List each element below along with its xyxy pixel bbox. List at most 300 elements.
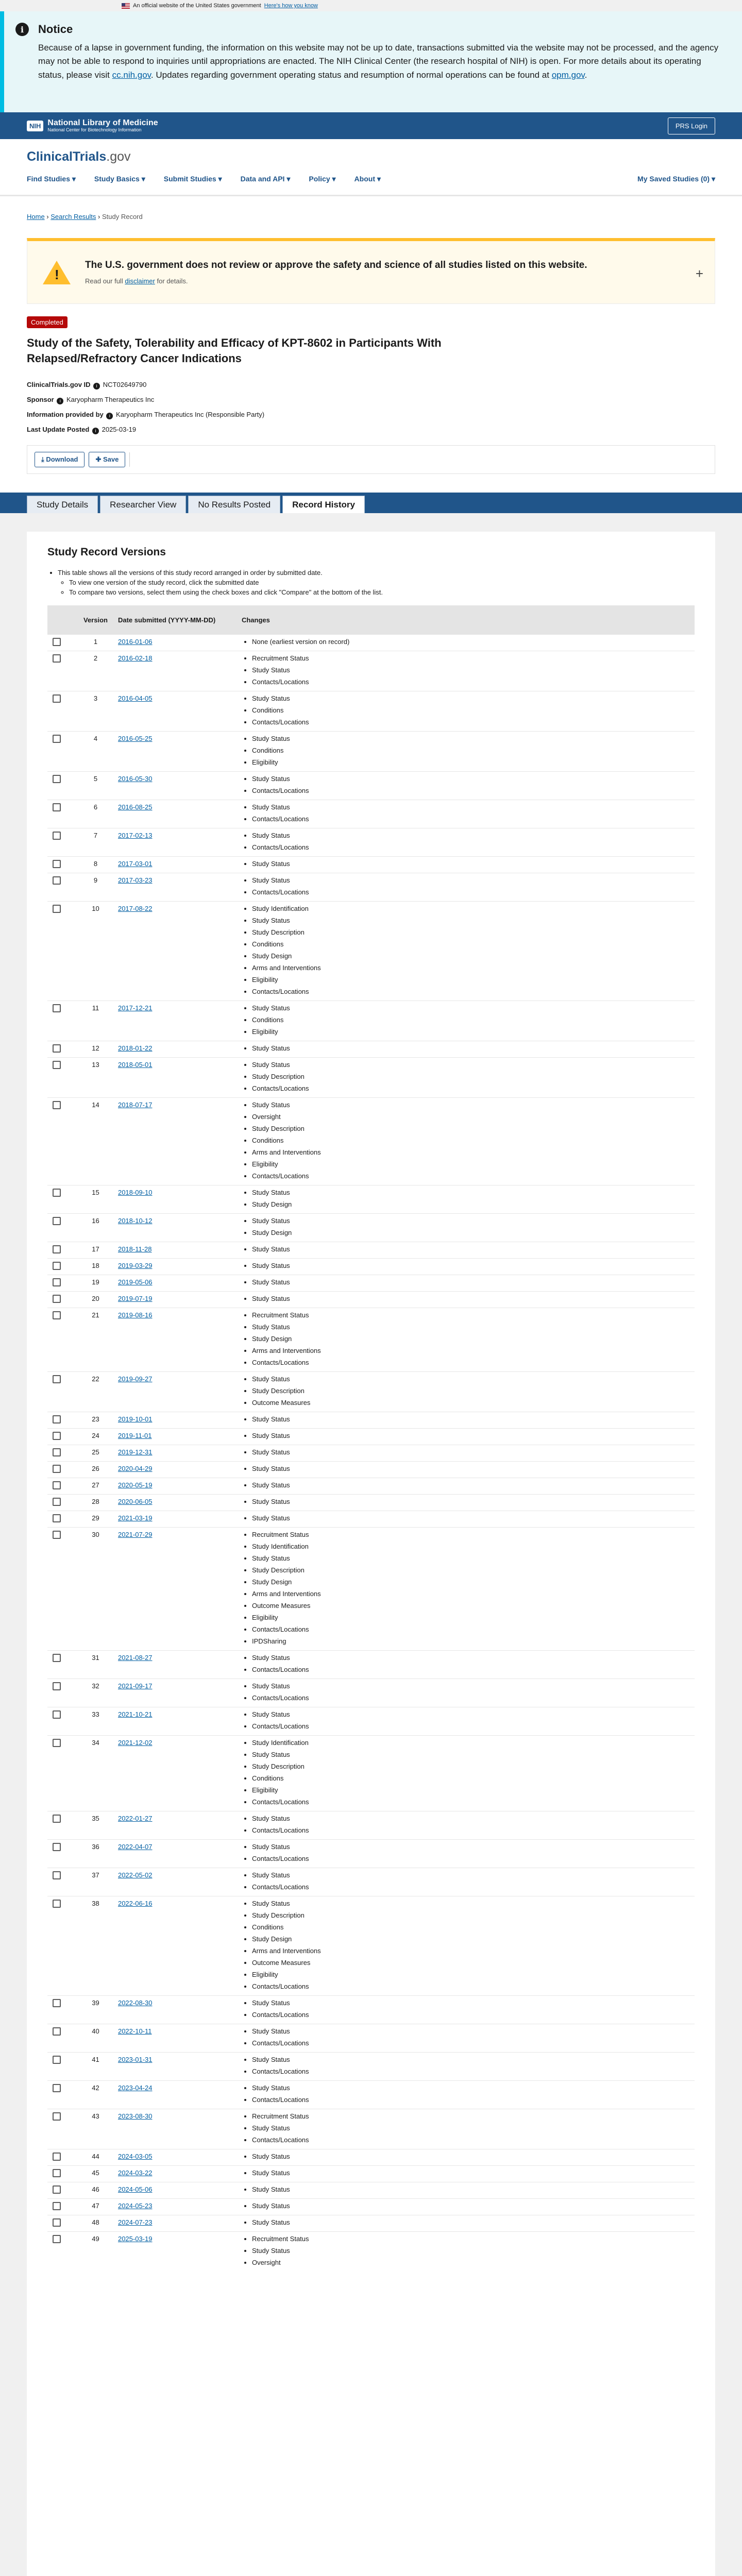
breadcrumb-search[interactable]: Search Results [50,213,96,221]
compare-checkbox[interactable] [53,1415,61,1423]
compare-checkbox[interactable] [53,1217,61,1225]
gov-banner-link[interactable]: Here's how you know [264,3,318,9]
changes-list [242,1680,689,1704]
change-item: • Recruitment Status [252,652,689,664]
changes-list [242,2183,689,2195]
info-icon: i [15,23,29,36]
table-row [47,1461,695,1478]
change-item: • Study Description [252,1385,689,1397]
change-item: • Recruitment Status [252,1529,689,1540]
compare-checkbox[interactable] [53,2218,61,2227]
nav-item-policy[interactable]: Policy [309,175,330,183]
version-date-link[interactable]: 2017-08-22 [117,904,153,912]
changes-list [242,1997,689,2021]
compare-checkbox[interactable] [53,1262,61,1270]
version-date-link[interactable]: 2018-01-22 [117,1044,153,1052]
saved-studies-link[interactable]: My Saved Studies (0) ▾ [637,175,715,183]
version-number: 41 [78,2052,113,2080]
notice-body: Because of a lapse in government funding, the information on this website may not be up to date, transactions submitted via the website may not be processed, and the agency may not be able to respond to inquiries until appropriations are enacted. The NIH Clinical Center (the research hospital of NIH) is open. For more details about its operating status, please visit cc.nih.gov. Updates regarding government operating status and resumption of normal operations can be found at opm.gov. [38,43,719,80]
changes-list [242,1479,689,1491]
version-date-link[interactable]: 2019-07-19 [117,1294,153,1302]
changes-list [242,903,689,997]
compare-checkbox[interactable] [53,1815,61,1823]
version-date-link[interactable]: 2019-12-31 [117,1448,153,1456]
change-item: • Conditions [252,1921,689,1933]
version-date-link[interactable]: 2017-02-13 [117,831,153,839]
compare-checkbox[interactable] [53,1432,61,1440]
nav-dropdown[interactable] [241,175,291,183]
nlm-logo[interactable] [27,119,158,132]
change-item: • Study Status [252,773,689,785]
changes-list [242,1002,689,1038]
last-update-date: 2025-03-19 [102,426,137,434]
changes-list [242,652,689,688]
compare-checkbox[interactable] [53,2084,61,2092]
version-date-link[interactable]: 2019-09-27 [117,1375,153,1383]
change-item: • Study Status [252,2082,689,2094]
change-item: • Study Status [252,1059,689,1071]
table-row [47,1041,695,1057]
chevron-down-icon: ▾ [330,175,336,183]
compare-checkbox[interactable] [53,2169,61,2177]
changes-list [242,1841,689,1865]
version-date-link[interactable]: 2021-10-21 [117,1710,153,1718]
compare-checkbox[interactable] [53,2235,61,2243]
changes-list [242,1276,689,1288]
version-date-link[interactable]: 2020-04-29 [117,1464,153,1472]
study-title: Study of the Safety, Tolerability and Efficacy of KPT-8602 in Participants With Relapsed/Refractory Cancer Indications [27,336,442,365]
disclaimer-text: Read our full disclaimer for details. [85,277,188,285]
nav-dropdown[interactable] [94,175,145,183]
version-number: 31 [78,1650,113,1679]
change-item: • Study Status [252,692,689,704]
change-item: • Study Description [252,1123,689,1134]
compare-checkbox[interactable] [53,905,61,913]
compare-checkbox[interactable] [53,1448,61,1456]
change-item: • Study Status [252,1430,689,1442]
changes-list [242,636,689,648]
compare-checkbox[interactable] [53,1465,61,1473]
table-row [47,1494,695,1511]
version-number: 32 [78,1679,113,1707]
site-header [0,139,742,195]
table-row [47,2231,695,2272]
version-date-link[interactable]: 2016-02-18 [117,654,153,662]
change-item: • Contacts/Locations [252,2134,689,2146]
changes-list [242,1042,689,1054]
nav-dropdown[interactable] [355,175,381,183]
version-date-link[interactable]: 2022-08-30 [117,1998,153,2007]
chevron-down-icon: ▾ [284,175,291,183]
compare-checkbox[interactable] [53,2202,61,2210]
change-item: • Study Status [252,1869,689,1881]
version-date-link[interactable]: 2022-04-07 [117,1842,153,1851]
table-row [47,691,695,731]
gov-banner [0,0,742,11]
version-date-link[interactable]: 2021-08-27 [117,1653,153,1662]
table-row [47,1057,695,1097]
change-item: • Arms and Interventions [252,1146,689,1158]
change-item: • Study Identification [252,903,689,914]
compare-checkbox[interactable] [53,1375,61,1383]
change-item: • Arms and Interventions [252,962,689,974]
compare-checkbox[interactable] [53,654,61,663]
version-date-link[interactable]: 2024-07-23 [117,2218,153,2226]
version-date-link[interactable]: 2025-03-19 [117,2234,153,2243]
version-number: 19 [78,1275,113,1291]
changes-list [242,1529,689,1647]
version-number: 26 [78,1461,113,1478]
version-date-link[interactable]: 2018-10-12 [117,1216,153,1225]
version-date-link[interactable]: 2016-08-25 [117,803,153,811]
changes-list [242,2110,689,2146]
opm-link[interactable]: opm.gov [551,70,585,80]
col-version: Version [78,605,113,634]
table-row [47,1511,695,1527]
table-row [47,800,695,828]
changes-list [242,1463,689,1475]
compare-checkbox[interactable] [53,694,61,703]
compare-checkbox[interactable] [53,803,61,811]
save-button[interactable]: ✚ Save [89,452,125,467]
change-item: • Study Status [252,1215,689,1227]
history-title: Study Record Versions [47,546,166,558]
version-date-link[interactable]: 2017-03-01 [117,859,153,868]
nav-item-data-and-api[interactable]: Data and API [240,175,285,183]
disclaimer-title: The U.S. government does not review or approve the safety and science of all studies listed on this website. [85,260,587,270]
compare-checkbox[interactable] [53,832,61,840]
change-item: • Contacts/Locations [252,1082,689,1094]
record-history-panel [27,532,715,2576]
version-date-link[interactable]: 2021-09-17 [117,1682,153,1690]
version-date-link[interactable]: 2021-03-19 [117,1514,153,1522]
compare-checkbox[interactable] [53,1654,61,1662]
version-number: 30 [78,1527,113,1650]
table-row [47,2080,695,2109]
change-item: • Arms and Interventions [252,1945,689,1957]
change-item: • Contacts/Locations [252,2065,689,2077]
compare-checkbox[interactable] [53,1900,61,1908]
col-date: Date submitted (YYYY-MM-DD) [113,605,237,634]
nav-dropdown[interactable] [164,175,222,183]
table-row [47,1291,695,1308]
version-number: 8 [78,856,113,873]
table-row [47,1478,695,1494]
compare-checkbox[interactable] [53,1101,61,1109]
change-item: • Conditions [252,1772,689,1784]
change-item: • Contacts/Locations [252,676,689,688]
change-item: • Study Description [252,926,689,938]
change-item: • Study Status [252,733,689,744]
nav-dropdown[interactable] [309,175,335,183]
version-date-link[interactable]: 2024-05-23 [117,2201,153,2210]
table-row [47,731,695,771]
bookmark-icon: ✚ [95,455,102,464]
version-date-link[interactable]: 2018-09-10 [117,1188,153,1196]
change-item: • Study Status [252,1897,689,1909]
version-date-link[interactable]: 2020-06-05 [117,1497,153,1505]
change-item: • Study Status [252,1496,689,1507]
changes-list [242,1652,689,1675]
compare-checkbox[interactable] [53,876,61,885]
table-row [47,1258,695,1275]
version-date-link[interactable]: 2019-05-06 [117,1278,153,1286]
change-item: • Contacts/Locations [252,1824,689,1836]
version-date-link[interactable]: 2019-03-29 [117,1261,153,1269]
compare-checkbox[interactable] [53,638,61,646]
disclaimer-link[interactable]: disclaimer [125,277,155,285]
compare-checkbox[interactable] [53,1999,61,2007]
version-number: 38 [78,1896,113,1995]
compare-checkbox[interactable] [53,1189,61,1197]
version-date-link[interactable]: 2016-01-06 [117,637,153,646]
change-item: • Study Status [252,2025,689,2037]
version-number: 47 [78,2198,113,2215]
compare-checkbox[interactable] [53,2027,61,2036]
version-date-link[interactable]: 2022-10-11 [117,2027,152,2035]
change-item: • Study Status [252,1321,689,1333]
table-row [47,1097,695,1185]
version-number: 34 [78,1735,113,1811]
version-number: 39 [78,1995,113,2024]
compare-checkbox[interactable] [53,1739,61,1747]
change-item: • Study Status [252,1373,689,1385]
nav-item-about[interactable]: About [354,175,375,183]
version-number: 16 [78,1213,113,1242]
compare-checkbox[interactable] [53,1061,61,1069]
compare-checkbox[interactable] [53,1498,61,1506]
download-icon: ⤓ [41,455,44,464]
version-number: 24 [78,1428,113,1445]
version-date-link[interactable]: 2017-03-23 [117,876,153,884]
compare-checkbox[interactable] [53,2153,61,2161]
table-row [47,1896,695,1995]
change-item: • Study Status [252,914,689,926]
action-bar [27,445,715,474]
change-item: • Study Status [252,1652,689,1664]
compare-checkbox[interactable] [53,1311,61,1319]
change-item: • Study Design [252,1333,689,1345]
version-date-link[interactable]: 2022-01-27 [117,1814,153,1822]
version-date-link[interactable]: 2021-12-02 [117,1738,153,1747]
breadcrumb-home[interactable]: Home [27,213,45,221]
version-date-link[interactable]: 2024-05-06 [117,2185,153,2193]
compare-checkbox[interactable] [53,1843,61,1851]
table-row [47,2198,695,2215]
compare-checkbox[interactable] [53,775,61,783]
change-item: • Study Status [252,1260,689,1272]
version-number: 49 [78,2231,113,2272]
us-flag-icon [122,3,130,9]
version-date-link[interactable]: 2016-05-30 [117,774,153,783]
compare-checkbox[interactable] [53,1004,61,1012]
version-date-link[interactable]: 2018-05-01 [117,1060,153,1069]
compare-checkbox[interactable] [53,1531,61,1539]
ct-logo[interactable]: ClinicalTrials.gov [27,149,131,164]
changes-list [242,733,689,768]
version-date-link[interactable]: 2019-10-01 [117,1415,153,1423]
changes-list [242,1373,689,1409]
nav-item-find-studies[interactable]: Find Studies [27,175,70,183]
version-number: 44 [78,2149,113,2165]
compare-checkbox[interactable] [53,2056,61,2064]
changes-list [242,1446,689,1458]
version-number: 33 [78,1707,113,1735]
changes-list [242,1059,689,1094]
compare-checkbox[interactable] [53,2185,61,2194]
compare-checkbox[interactable] [53,1514,61,1522]
compare-checkbox[interactable] [53,1295,61,1303]
change-item: • Study Status [252,1552,689,1564]
table-row [47,1650,695,1679]
tab-record-history[interactable]: Record History [282,496,365,513]
tab-study-details[interactable]: Study Details [27,496,98,513]
compare-checkbox[interactable] [53,1710,61,1719]
version-date-link[interactable]: 2024-03-05 [117,2152,153,2160]
change-item: • Oversight [252,2257,689,2268]
version-date-link[interactable]: 2024-03-22 [117,2168,153,2177]
change-item: • Study Status [252,1841,689,1853]
info-icon: i [106,413,113,419]
change-item: • Contacts/Locations [252,1720,689,1732]
version-date-link[interactable]: 2020-05-19 [117,1481,153,1489]
version-date-link[interactable]: 2021-07-29 [117,1530,153,1538]
chevron-down-icon: ▾ [375,175,381,183]
changes-list [242,1187,689,1210]
table-row [47,1707,695,1735]
nlm-title: National Library of Medicine [47,118,158,127]
nlm-header [0,112,742,139]
compare-checkbox[interactable] [53,1481,61,1489]
table-row [47,1213,695,1242]
prs-login-button[interactable]: PRS Login [668,117,715,134]
download-button[interactable]: ⤓ Download [35,452,85,467]
change-item: • Study Status [252,1680,689,1692]
table-row [47,873,695,901]
info-icon: i [57,398,63,404]
study-header [0,304,742,474]
change-item: • Study Status [252,1243,689,1255]
change-item: • Study Status [252,664,689,676]
version-date-link[interactable]: 2016-04-05 [117,694,153,702]
nav-item-study-basics[interactable]: Study Basics [94,175,140,183]
version-date-link[interactable]: 2022-05-02 [117,1871,153,1879]
version-date-link[interactable]: 2022-06-16 [117,1899,153,1907]
version-number: 23 [78,1412,113,1428]
change-item: • Study Status [252,2122,689,2134]
version-number: 1 [78,634,113,651]
compare-checkbox[interactable] [53,1682,61,1690]
expand-plus-icon[interactable]: + [695,266,703,281]
change-item: • Study Status [252,1463,689,1475]
compare-checkbox[interactable] [53,860,61,868]
version-number: 3 [78,691,113,731]
change-item: • Study Status [252,1276,689,1288]
tab-no-results-posted[interactable]: No Results Posted [188,496,280,513]
change-item: • Study Status [252,829,689,841]
changes-list [242,801,689,825]
table-row [47,856,695,873]
table-row [47,651,695,691]
change-item: • Study Status [252,874,689,886]
compare-checkbox[interactable] [53,1278,61,1286]
version-number: 29 [78,1511,113,1527]
version-number: 4 [78,731,113,771]
changes-list [242,1496,689,1507]
changes-list [242,2082,689,2106]
version-date-link[interactable]: 2018-11-28 [117,1245,152,1253]
change-item: • Contacts/Locations [252,1881,689,1893]
change-item: • Contacts/Locations [252,1357,689,1368]
table-row [47,1995,695,2024]
version-number: 10 [78,901,113,1001]
changes-list [242,2167,689,2179]
version-date-link[interactable]: 2018-07-17 [117,1100,153,1109]
table-row [47,1412,695,1428]
changes-list [242,1897,689,1992]
compare-checkbox[interactable] [53,1871,61,1879]
action-divider [129,452,130,467]
change-item: • Eligibility [252,756,689,768]
tab-researcher-view[interactable]: Researcher View [100,496,186,513]
compare-checkbox[interactable] [53,2112,61,2121]
notice-banner [0,11,742,112]
changes-list [242,1099,689,1182]
version-date-link[interactable]: 2023-01-31 [117,2055,153,2063]
nav-item-submit-studies[interactable]: Submit Studies [163,175,216,183]
version-date-link[interactable]: 2019-08-16 [117,1311,153,1319]
sponsor-name: Karyopharm Therapeutics Inc [66,396,155,404]
version-date-link[interactable]: 2023-08-30 [117,2112,153,2120]
version-date-link[interactable]: 2016-05-25 [117,734,153,742]
breadcrumb: Home › Search Results › Study Record [27,213,143,221]
change-item: • Conditions [252,938,689,950]
cc-nih-link[interactable]: cc.nih.gov [112,70,151,80]
change-item: • Recruitment Status [252,2110,689,2122]
version-date-link[interactable]: 2023-04-24 [117,2083,153,2092]
change-item: • Contacts/Locations [252,986,689,997]
table-row [47,901,695,1001]
change-item: • Outcome Measures [252,1957,689,1969]
table-row [47,771,695,800]
change-item: • Study Design [252,1227,689,1239]
record-history-section [0,513,742,2576]
changes-list [242,1215,689,1239]
info-icon: i [92,428,99,434]
change-item: • Study Design [252,950,689,962]
table-row [47,2024,695,2052]
version-number: 28 [78,1494,113,1511]
change-item: • Study Design [252,1576,689,1588]
table-row [47,1811,695,1839]
version-date-link[interactable]: 2019-11-01 [117,1431,152,1439]
table-row [47,634,695,651]
change-item: • Study Status [252,1479,689,1491]
changes-list [242,2025,689,2049]
compare-checkbox[interactable] [53,735,61,743]
version-number: 48 [78,2215,113,2231]
compare-checkbox[interactable] [53,1044,61,1053]
notice-title: Notice [38,23,73,36]
compare-checkbox[interactable] [53,1245,61,1253]
table-row [47,2215,695,2231]
change-item: • Study Status [252,1708,689,1720]
change-item: • Recruitment Status [252,1309,689,1321]
version-date-link[interactable]: 2017-12-21 [117,1004,153,1012]
change-item: • Study Status [252,1749,689,1760]
nav-dropdown[interactable] [27,175,76,183]
version-number: 27 [78,1478,113,1494]
